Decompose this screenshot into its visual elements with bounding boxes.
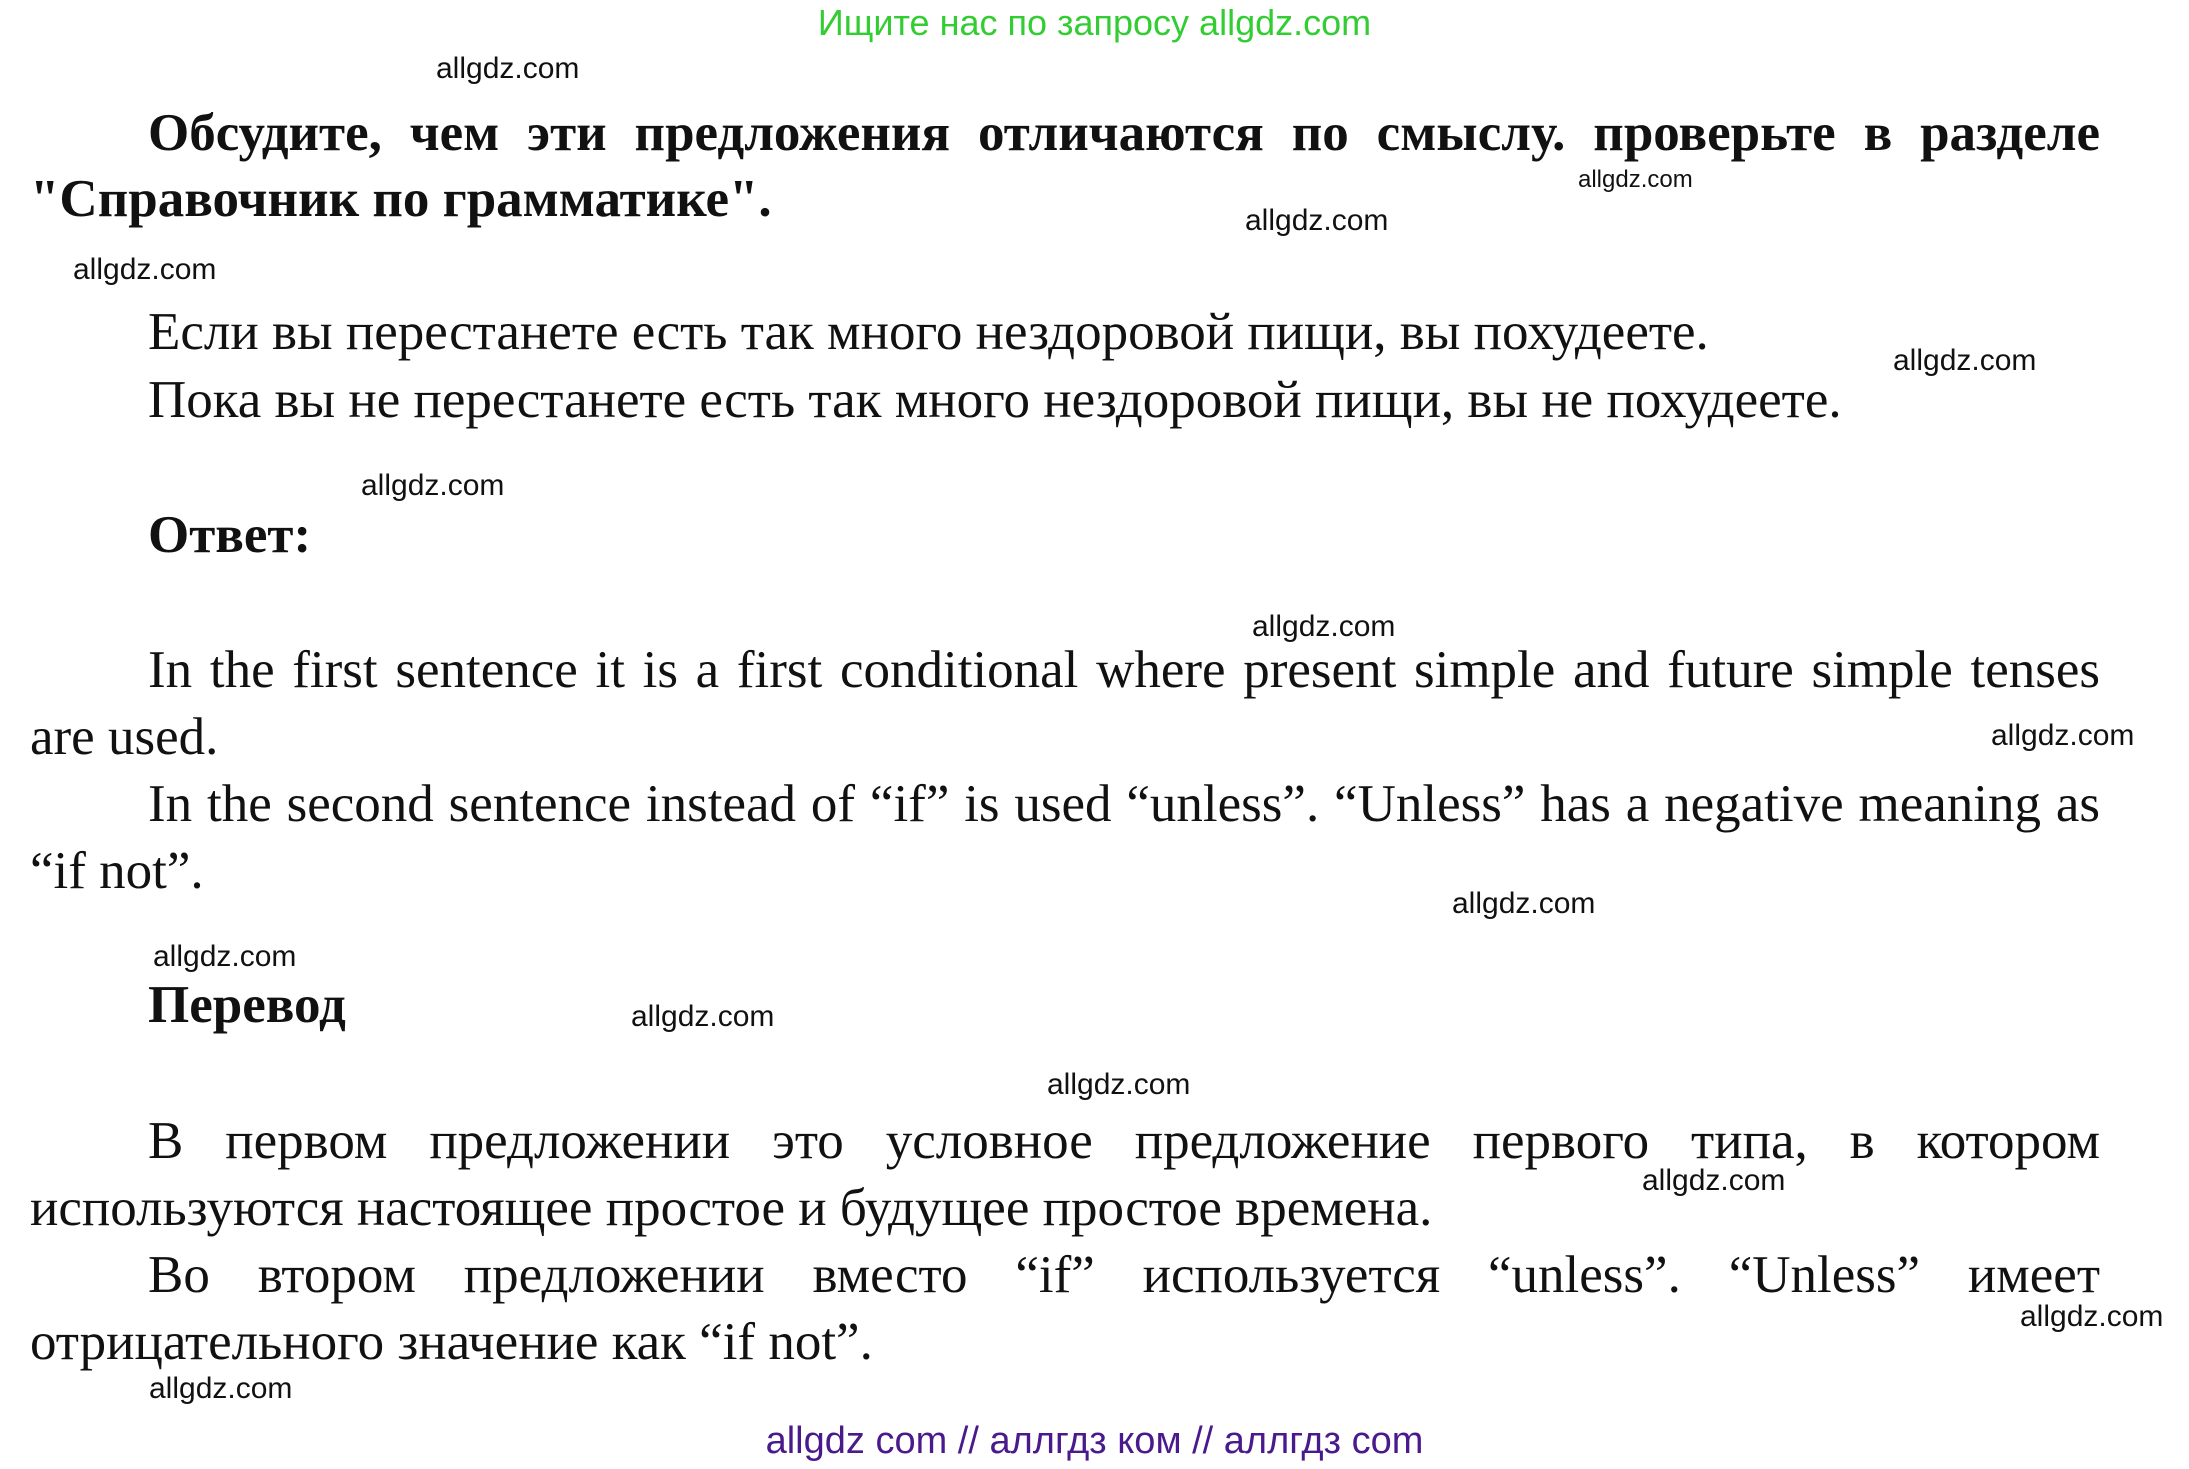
watermark: allgdz.com bbox=[436, 52, 580, 85]
watermark: allgdz.com bbox=[73, 253, 217, 286]
watermark: allgdz.com bbox=[631, 1000, 775, 1033]
watermark: allgdz.com bbox=[153, 940, 297, 973]
answer-heading: Ответ: bbox=[148, 506, 312, 564]
watermark: allgdz.com bbox=[1642, 1164, 1786, 1197]
watermark: allgdz.com bbox=[1047, 1068, 1191, 1101]
translation-heading: Перевод bbox=[148, 976, 346, 1034]
watermark: allgdz.com bbox=[1245, 204, 1389, 237]
bottom-banner[interactable]: allgdz com // аллгдз ком // аллгдз com bbox=[765, 1420, 1424, 1462]
watermark: allgdz.com bbox=[1452, 887, 1596, 920]
watermark: allgdz.com bbox=[361, 469, 505, 502]
task-instruction: Обсудите, чем эти предложения отличаются по смыслу. проверьте в разделе "Справочник по грамматике". bbox=[30, 104, 2100, 228]
watermark: allgdz.com bbox=[149, 1372, 293, 1405]
answer-paragraph-2: In the second sentence instead of “if” is used “unless”. “Unless” has a negative meaning as “if not”. bbox=[30, 775, 2100, 900]
translation-paragraph-1: В первом предложении это условное предложение первого типа, в котором используются настоящее простое и будущее простое времена. bbox=[30, 1112, 2100, 1237]
watermark: allgdz.com bbox=[1252, 610, 1396, 643]
watermark: allgdz.com bbox=[2020, 1300, 2164, 1333]
answer-paragraph-1: In the first sentence it is a first conditional where present simple and future simple tenses are used. bbox=[30, 641, 2100, 766]
example-sentence-2: Пока вы не перестанете есть так много нездоровой пищи, вы не похудеете. bbox=[148, 371, 1842, 429]
top-banner[interactable]: Ищите нас по запросу allgdz.com bbox=[817, 2, 1372, 43]
watermark: allgdz.com bbox=[1578, 166, 1693, 193]
translation-paragraph-2: Во втором предложении вместо “if” используется “unless”. “Unless” имеет отрицательного значение как “if not”. bbox=[30, 1246, 2100, 1371]
watermark: allgdz.com bbox=[1893, 344, 2037, 377]
watermark: allgdz.com bbox=[1991, 719, 2135, 752]
example-sentence-1: Если вы перестанете есть так много нездоровой пищи, вы похудеете. bbox=[148, 303, 1709, 361]
